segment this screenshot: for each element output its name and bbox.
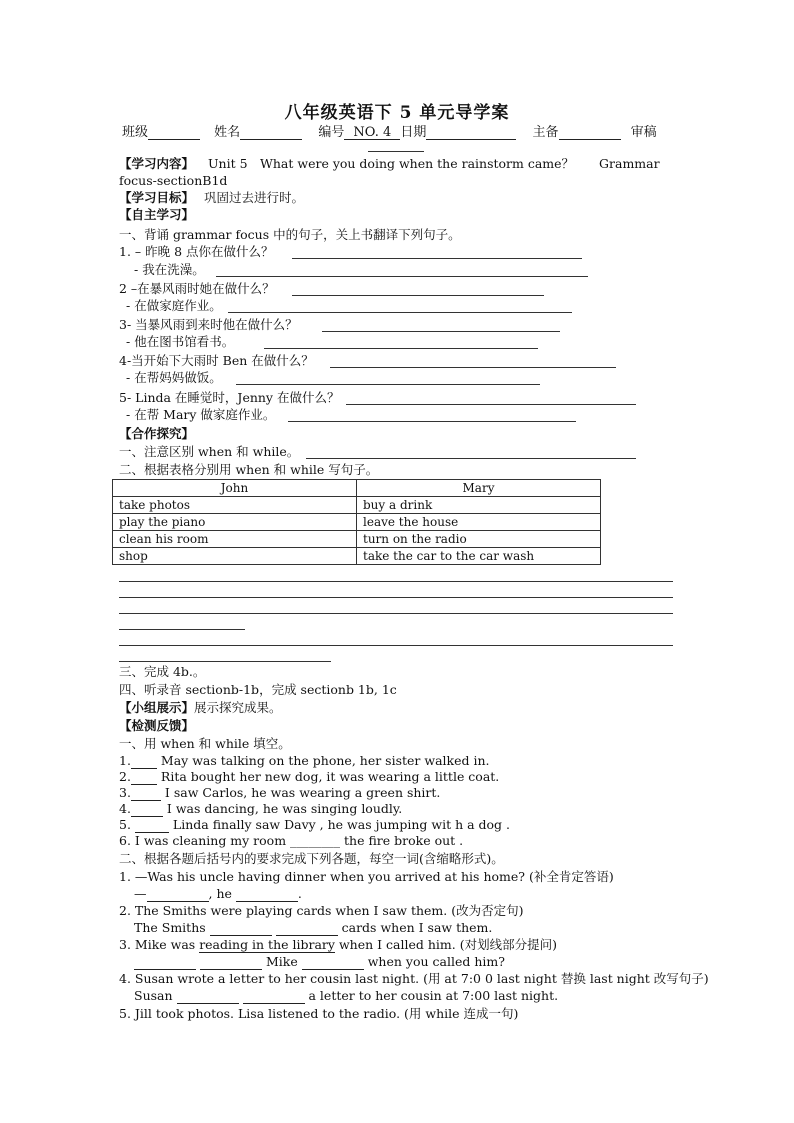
- explore-item1: 一、注意区别 when 和 while。: [119, 444, 300, 459]
- answer-blank[interactable]: [236, 888, 298, 902]
- answer-blank[interactable]: [134, 956, 196, 970]
- fill-item-text: Rita bought her new dog, it was wearing a little coat.: [156, 769, 500, 784]
- table-header-mary: Mary: [357, 480, 601, 497]
- fill-item-text: I was dancing, he was singing loudly.: [162, 801, 403, 816]
- date-blank: [426, 125, 516, 140]
- answer-blank[interactable]: [276, 922, 338, 936]
- translate-a4-blank[interactable]: [236, 384, 540, 385]
- translate-q2: 2 –在暴风雨时她在做什么？: [119, 281, 275, 296]
- translate-a2: - 在做家庭作业。: [126, 298, 222, 313]
- translate-q2-blank[interactable]: [292, 295, 544, 296]
- answer-line[interactable]: [119, 645, 673, 646]
- fill-item-number: 6.: [119, 833, 131, 848]
- translate-q3: 3- 当暴风雨到来时他在做什么？: [119, 317, 298, 332]
- fill-item-number: 4.: [119, 801, 131, 816]
- translate-q1: 1. – 昨晚 8 点你在做什么？: [119, 244, 274, 259]
- table-cell: leave the house: [357, 514, 601, 531]
- rewrite-q3: [119, 937, 557, 953]
- answer-line[interactable]: [119, 629, 245, 630]
- number-value: NO. 4: [344, 125, 400, 140]
- q3-text: 3. Mike was: [119, 937, 200, 952]
- goal-label: 【学习目标】: [119, 190, 195, 205]
- table-cell: shop: [113, 548, 357, 565]
- group-label: 【小组展示】: [119, 700, 195, 715]
- translate-a1: - 我在洗澡。: [134, 262, 205, 277]
- explore-label: 【合作探究】: [119, 426, 195, 441]
- fill-item: [119, 753, 490, 769]
- class-blank: [148, 125, 200, 140]
- dash: —: [134, 886, 147, 901]
- fill-item-blank[interactable]: [135, 819, 169, 833]
- translate-q3-blank[interactable]: [322, 331, 560, 332]
- fill-item-text: I saw Carlos, he was wearing a green shirt.: [160, 785, 441, 800]
- fill-item-text: May was talking on the phone, her sister walked in.: [156, 753, 490, 768]
- translate-a3-blank[interactable]: [264, 348, 538, 349]
- rewrite-q2: 2. The Smiths were playing cards when I saw them. (改为否定句): [119, 903, 524, 918]
- rewrite-q1-answer: — , he .: [134, 886, 302, 901]
- answer-line[interactable]: [119, 613, 673, 614]
- fill-item-number: 2.: [119, 769, 131, 784]
- answer-line[interactable]: [119, 661, 331, 662]
- table-cell: turn on the radio: [357, 531, 601, 548]
- self-study-label: 【自主学习】: [119, 207, 195, 222]
- rewrite-q4: 4. Susan wrote a letter to her cousin last night. (用 at 7:0 0 last night 替换 last night 改写句子): [119, 971, 709, 986]
- answer-text: Mike: [265, 954, 298, 969]
- answer-blank[interactable]: [200, 956, 262, 970]
- content-text-cont: focus-sectionB1d: [119, 173, 228, 188]
- feedback-part1-title: 一、用 when 和 while 填空。: [119, 736, 291, 751]
- john-mary-table: [112, 479, 601, 565]
- goal-text: 巩固过去进行时。: [204, 190, 305, 205]
- table-row: [113, 497, 601, 514]
- translate-a4: - 在帮妈妈做饭。: [126, 370, 222, 385]
- preparer-label: 主备: [532, 125, 559, 140]
- fill-item-number: 1.: [119, 753, 131, 768]
- name-blank: [240, 125, 302, 140]
- rewrite-q1: 1. —Was his uncle having dinner when you arrived at his home? (补全肯定答语): [119, 869, 614, 884]
- explore-item1-blank[interactable]: [306, 458, 636, 459]
- class-label: 班级: [122, 125, 149, 140]
- translate-q4: 4-当开始下大雨时 Ben 在做什么？: [119, 353, 314, 368]
- table-row: [113, 531, 601, 548]
- table-cell: take the car to the car wash: [357, 548, 601, 565]
- fill-item-text: Linda finally saw Davy , he was jumping wit h a dog .: [168, 817, 511, 832]
- answer-text: , he: [208, 886, 232, 901]
- fill-item-blank[interactable]: [131, 755, 157, 769]
- rewrite-q3-answer: [134, 954, 505, 970]
- rewrite-q2-answer: [134, 920, 492, 936]
- answer-line[interactable]: [119, 581, 673, 582]
- translate-q5-blank[interactable]: [346, 404, 636, 405]
- fill-item: [119, 785, 440, 801]
- answer-line[interactable]: [119, 597, 673, 598]
- group-text: 展示探究成果。: [194, 700, 282, 715]
- fill-item-text: I was cleaning my room ________ the fire broke out .: [134, 833, 464, 848]
- translate-a2-blank[interactable]: [228, 312, 572, 313]
- page-title: 八年级英语下 5 单元导学案: [284, 103, 510, 123]
- fill-item: [119, 801, 402, 817]
- table-cell: buy a drink: [357, 497, 601, 514]
- translate-a1-blank[interactable]: [216, 276, 588, 277]
- answer-text: when you called him?: [367, 954, 505, 969]
- table-cell: take photos: [113, 497, 357, 514]
- fill-item: [119, 817, 510, 833]
- fill-item: [119, 833, 463, 849]
- number-label: 编号: [318, 125, 345, 140]
- answer-blank[interactable]: [243, 990, 305, 1004]
- reviewer-blank: [368, 151, 424, 152]
- answer-text: The Smiths: [134, 920, 206, 935]
- goal-row: [119, 190, 304, 206]
- fill-item-blank[interactable]: [131, 787, 161, 801]
- table-row: [113, 548, 601, 565]
- fill-item-number: 5.: [119, 817, 131, 832]
- name-label: 姓名: [214, 125, 241, 140]
- date-label: 日期: [400, 125, 427, 140]
- table-cell: clean his room: [113, 531, 357, 548]
- answer-blank[interactable]: [177, 990, 239, 1004]
- table-header-john: John: [113, 480, 357, 497]
- answer-text: cards when I saw them.: [341, 920, 493, 935]
- content-label: 【学习内容】: [119, 156, 195, 171]
- translate-a5-blank[interactable]: [288, 421, 576, 422]
- table-row: [113, 514, 601, 531]
- table-cell: play the piano: [113, 514, 357, 531]
- feedback-part2-title: 二、根据各题后括号内的要求完成下列各题，每空一词(含缩略形式)。: [119, 851, 504, 866]
- fill-item: [119, 769, 499, 785]
- table-header-row: [113, 480, 601, 497]
- answer-blank[interactable]: [302, 956, 364, 970]
- translate-q1-blank[interactable]: [292, 258, 582, 259]
- fill-item-blank[interactable]: [131, 771, 157, 785]
- answer-text: a letter to her cousin at 7:00 last night.: [308, 988, 559, 1003]
- answer-text: Susan: [134, 988, 173, 1003]
- translate-a5: - 在帮 Mary 做家庭作业。: [126, 407, 276, 422]
- feedback-label: 【检测反馈】: [119, 718, 195, 733]
- answer-blank[interactable]: [210, 922, 272, 936]
- fill-item-blank[interactable]: [131, 803, 163, 817]
- fill-item-number: 3.: [119, 785, 131, 800]
- self-study-instruction: 一、背诵 grammar focus 中的句子，关上书翻译下列句子。: [119, 227, 461, 242]
- answer-blank[interactable]: [147, 888, 209, 902]
- translate-q5: 5- Linda 在睡觉时，Jenny 在做什么？: [119, 390, 340, 405]
- explore-item2: 二、根据表格分别用 when 和 while 写句子。: [119, 462, 379, 477]
- content-text: Unit 5 What were you doing when the rainstorm came？ Grammar: [208, 156, 660, 171]
- explore-item3: 三、完成 4b.。: [119, 664, 206, 679]
- translate-q4-blank[interactable]: [330, 367, 616, 368]
- q3-text: when I called him. (对划线部分提问): [334, 937, 557, 952]
- header-info-row: [122, 121, 682, 140]
- reviewer-label: 审稿: [630, 125, 657, 140]
- rewrite-q4-answer: [134, 988, 558, 1004]
- translate-a3: - 他在图书馆看书。: [126, 334, 235, 349]
- q3-underlined-phrase: reading in the library: [199, 937, 335, 952]
- preparer-blank: [559, 125, 621, 140]
- explore-item4: 四、听录音 sectionb-1b，完成 sectionb 1b, 1c: [119, 682, 397, 697]
- rewrite-q5: 5. Jill took photos. Lisa listened to the radio. (用 while 连成一句): [119, 1006, 519, 1021]
- content-row: [119, 156, 675, 172]
- group-row: [119, 700, 282, 716]
